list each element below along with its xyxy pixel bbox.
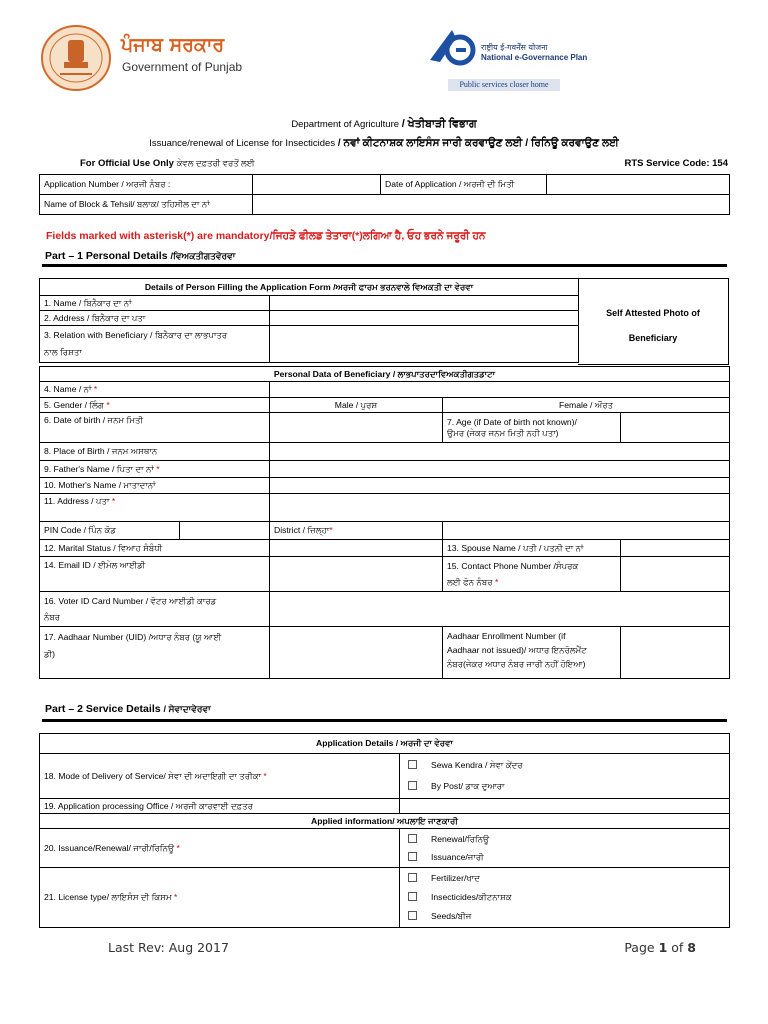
field-11-label (40, 494, 270, 522)
field-15-required: * (495, 577, 499, 587)
field-16-input[interactable] (270, 592, 730, 627)
service-table (39, 733, 730, 928)
field-17-label (40, 627, 270, 679)
field-17-line1: 17. Aadhaar Number (UID) /ਅਧਾਰ ਨੰਬਰ (ਯੂ ਆਈ (44, 632, 222, 642)
field-3-line2: ਨਾਲ ਰਿਸ਼ਤਾ (44, 347, 82, 357)
page-label: Page (624, 940, 655, 955)
part2-rule (42, 719, 727, 722)
field-21-label (40, 868, 400, 928)
field-18-label (40, 754, 400, 799)
date-of-application-label: Date of Application / ਅਰਜੀ ਦੀ ਮਿਤੀ (381, 175, 547, 195)
field-9-input[interactable] (270, 461, 730, 478)
official-use-en: For Official Use Only (80, 158, 174, 169)
renewal-checkbox-icon[interactable] (408, 834, 417, 843)
part2-heading-en: Part – 2 Service Details (45, 703, 161, 715)
aadhaar-enrollment-label (443, 627, 621, 679)
last-revision: Last Rev: Aug 2017 (108, 940, 229, 955)
license-pa: / ਨਵਾਂ ਕੀਟਨਾਸ਼ਕ ਲਾਇਸੰਸ ਜਾਰੀ ਕਰਵਾਉਣ ਲਈ / ਰਿਨਿਊ ਕਰਵਾਉਣ ਲਈ (337, 137, 619, 149)
field-19-label: 19. Application processing Office / ਅਰਜੀ ਕਾਰਵਾਈ ਦਫ਼ਤਰ (40, 799, 400, 814)
field-14-label: 14. Email ID / ਈਮੇਲ ਆਈਡੀ (40, 557, 270, 592)
gender-female[interactable]: Female / ਔਰਤ (443, 398, 730, 413)
field-9-text: 9. Father's Name / ਪਿਤਾ ਦਾ ਨਾਂ (44, 463, 154, 474)
field-6-input[interactable] (270, 413, 443, 443)
official-use-pa: ਕੇਵਲ ਦਫ਼ਤਰੀ ਵਰਤੋਂ ਲਈ (176, 158, 255, 168)
field-21-required: * (174, 892, 178, 902)
field-15-line1: 15. Contact Phone Number /ਸੰਪਰਕ (447, 561, 579, 571)
field-3-line1: 3. Relation with Beneficiary / ਬਿਨੈਕਾਰ ਦਾ ਲਾਭਪਾਤਰ (44, 330, 228, 340)
field-10-label: 10. Mother's Name / ਮਾਤਾਦਾਨਾਂ (40, 478, 270, 494)
issuance-label: Issuance/ਜਾਰੀ (431, 852, 484, 862)
insecticides-checkbox-icon[interactable] (408, 892, 417, 901)
mandatory-note: Fields marked with asterisk(*) are mandatory/ਜਿਹੜੇ ਫੀਲਡ ਤੇਤਾਰਾ(*)ਲਗਿਆ ਹੈ, ਓਹ ਭਰਨੇ ਜਰੂਰੀ ਹਨ (46, 230, 486, 242)
pin-label: PIN Code / ਪਿੰਨ ਕੋਡ (40, 522, 180, 540)
option-seeds[interactable] (408, 907, 725, 926)
license-en: Issuance/renewal of License for Insecticides (149, 138, 336, 149)
field-20-required: * (176, 842, 180, 853)
delivery-options (400, 754, 730, 799)
field-18-text: 18. Mode of Delivery of Service/ ਸੇਵਾ ਦੀ ਅਦਾਇਗੀ ਦਾ ਤਰੀਕਾ (44, 770, 262, 781)
field-4-label (40, 382, 270, 398)
part1-heading-pa: /ਵਿਅਕਤੀਗਤਵੇਰਵਾ (170, 251, 236, 261)
punjab-title: ਪੰਜਾਬ ਸਰਕਾਰ (121, 34, 225, 56)
field-1-label: 1. Name / ਬਿਨੈਕਾਰ ਦਾ ਨਾਂ (40, 296, 270, 311)
option-fertilizer[interactable] (408, 869, 725, 888)
pin-input[interactable] (180, 522, 270, 540)
photo-box (578, 278, 729, 365)
filler-header: Details of Person Filling the Application Form /ਅਰਜੀ ਫਾਰਮ ਭਰਨਵਾਲੇ ਵਿਅਕਤੀ ਦਾ ਵੇਰਵਾ (40, 279, 579, 296)
department-title (0, 118, 768, 131)
part2-heading-pa: / ਸੇਵਾਦਾਵੇਰਵਾ (163, 704, 211, 714)
enr-line3: ਨੰਬਰ(ਜੇਕਰ ਅਧਾਰ ਨੰਬਰ ਜਾਰੀ ਨਹੀਂ ਹੋਇਆ) (447, 659, 586, 669)
field-14-input[interactable] (270, 557, 443, 592)
fertilizer-label: Fertilizer/ਖਾਦ (431, 873, 480, 883)
field-2-input[interactable] (270, 311, 579, 326)
negp-hindi: राष्ट्रीय ई-गवर्नेंस योजना (481, 43, 548, 52)
negp-english: National e-Governance Plan (481, 53, 588, 62)
field-7-label (443, 413, 621, 443)
application-number-label: Application Number / ਅਰਜੀ ਨੰਬਰ : (40, 175, 253, 195)
option-renewal[interactable] (408, 830, 725, 848)
part1-heading-en: Part – 1 Personal Details (45, 250, 168, 262)
enr-line1: Aadhaar Enrollment Number (if (447, 631, 566, 641)
gender-male[interactable]: Male / ਪੁਰਸ਼ (270, 398, 443, 413)
option-insecticides[interactable] (408, 888, 725, 907)
personal-header: Personal Data of Beneficiary / ਲਾਭਪਾਤਰਦਾਵਿਅਕਤੀਗਤਡਾਟਾ (40, 367, 730, 382)
app-details-header: Application Details / ਅਰਜੀ ਦਾ ਵੇਰਵਾ (40, 734, 730, 754)
post-label: By Post/ ਡਾਕ ਦੁਆਰਾ (431, 781, 505, 791)
field-1-input[interactable] (270, 296, 579, 311)
page-total: 8 (687, 940, 696, 955)
field-15-line2 (447, 574, 616, 590)
field-7-line2: ਉਮਰ (ਜੇਕਰ ਜਨਮ ਮਿਤੀ ਨਹੀ ਪਤਾ) (447, 427, 559, 438)
field-3-label (40, 326, 270, 363)
negp-logo-icon (426, 26, 476, 72)
part1-rule (42, 264, 727, 267)
field-8-label: 8. Place of Birth / ਜਨਮ ਅਸਥਾਨ (40, 443, 270, 461)
field-18-required: * (263, 770, 267, 781)
punjab-subtitle: Government of Punjab (122, 60, 243, 74)
field-16-line2: ਨੰਬਰ (44, 612, 61, 622)
page-number: 1 (658, 940, 668, 955)
page-of: of (671, 940, 684, 955)
field-17-line2: ਡੀ) (44, 649, 56, 659)
department-en: Department of Agriculture (291, 119, 400, 130)
district-required: * (329, 525, 333, 535)
field-13-input[interactable] (621, 540, 730, 557)
field-19-input[interactable] (400, 799, 730, 814)
field-15-input[interactable] (621, 557, 730, 592)
field-13-label: 13. Spouse Name / ਪਤੀ / ਪਤਨੀ ਦਾ ਨਾਂ (443, 540, 621, 557)
field-8-input[interactable] (270, 443, 730, 461)
district-input[interactable] (443, 522, 730, 540)
issuance-options (400, 829, 730, 868)
field-10-input[interactable] (270, 478, 730, 494)
field-6-label: 6. Date of birth / ਜਨਮ ਮਿਤੀ (40, 413, 270, 443)
field-3-input[interactable] (270, 326, 579, 363)
option-sewa-kendra[interactable] (408, 755, 725, 776)
part1-heading (45, 250, 235, 262)
field-5-label (40, 398, 270, 413)
field-7-line1: 7. Age (if Date of birth not known)/ (447, 416, 577, 427)
option-by-post[interactable] (408, 776, 725, 797)
block-tehsil-field[interactable] (253, 195, 730, 215)
part2-heading (45, 703, 211, 715)
post-checkbox-icon[interactable] (408, 781, 417, 790)
aadhaar-enrollment-input[interactable] (621, 627, 730, 679)
field-9-label (40, 461, 270, 478)
district-label (270, 522, 443, 540)
block-tehsil-label: Name of Block & Tehsil/ ਬਲਾਕ/ ਤਹਿਸੀਲ ਦਾ ਨਾਂ (40, 195, 253, 215)
field-7-input[interactable] (621, 413, 730, 443)
date-of-application-field[interactable] (547, 175, 730, 195)
option-issuance[interactable] (408, 848, 725, 866)
field-2-label: 2. Address / ਬਿਨੈਕਾਰ ਦਾ ਪਤਾ (40, 311, 270, 326)
personal-table (39, 366, 730, 679)
field-9-required: * (156, 463, 160, 474)
field-16-label (40, 592, 270, 627)
seeds-checkbox-icon[interactable] (408, 911, 417, 920)
enr-line2: Aadhaar not issued)/ ਅਧਾਰ ਇਨਰੋਲਮੈਂਟ (447, 645, 587, 655)
field-20-label (40, 829, 400, 868)
field-17-input[interactable] (270, 627, 443, 679)
field-11-input[interactable] (270, 494, 730, 522)
department-pa: / ਖੇਤੀਬਾੜੀ ਵਿਭਾਗ (401, 118, 477, 130)
fertilizer-checkbox-icon[interactable] (408, 873, 417, 882)
official-use (80, 158, 255, 169)
field-20-text: 20. Issuance/Renewal/ ਜਾਰੀ/ਰਿਨਿਊ (44, 842, 175, 853)
sewa-label: Sewa Kendra / ਸੇਵਾ ਕੇਂਦਰ (431, 760, 523, 770)
rts-service-code: RTS Service Code: 154 (624, 158, 728, 169)
office-use-table (39, 174, 730, 215)
field-4-required: * (93, 384, 98, 394)
field-12-label: 12. Marital Status / ਵਿਆਹ ਸੰਬੰਧੀ (40, 540, 270, 557)
renewal-label: Renewal/ਰਿਨਿਊ (431, 834, 490, 844)
application-number-field[interactable] (253, 175, 381, 195)
field-15-label (443, 557, 621, 592)
filler-table (39, 278, 579, 363)
field-16-line1: 16. Voter ID Card Number / ਵੋਟਰ ਆਈਡੀ ਕਾਰਡ (44, 596, 217, 606)
seeds-label: Seeds/ਬੀਜ (431, 911, 472, 921)
field-21-text: 21. License type/ ਲਾਇਸੰਸ ਦੀ ਕਿਸਮ (44, 892, 172, 902)
negp-tagline: Public services closer home (448, 79, 560, 91)
field-4-text: 4. Name / ਨਾਂ (44, 384, 92, 394)
field-4-input[interactable] (270, 382, 730, 398)
applied-info-header: Applied information/ ਅਪਲਾਇ ਜਾਣਕਾਰੀ (40, 814, 730, 829)
insecticides-label: Insecticides/ਕੀਟਨਾਸ਼ਕ (431, 892, 512, 902)
issuance-checkbox-icon[interactable] (408, 852, 417, 861)
field-11-text: 11. Address / ਪਤਾ (44, 496, 110, 506)
page-indicator (624, 940, 696, 955)
photo-line2: Beneficiary (628, 333, 678, 343)
license-title (0, 137, 768, 150)
field-5-required: * (106, 399, 110, 410)
license-type-options (400, 868, 730, 928)
field-12-input[interactable] (270, 540, 443, 557)
field-11-required: * (111, 496, 116, 506)
sewa-checkbox-icon[interactable] (408, 760, 417, 769)
photo-line1: Self Attested Photo of (606, 308, 700, 318)
district-text: District / ਜ਼ਿਲ੍ਹਾ (274, 525, 330, 535)
punjab-emblem-icon (40, 24, 112, 92)
field-5-text: 5. Gender / ਲਿੰਗ (44, 399, 104, 410)
field-15-text: ਲਈ ਫੋਨ ਨੰਬਰ (447, 577, 493, 587)
